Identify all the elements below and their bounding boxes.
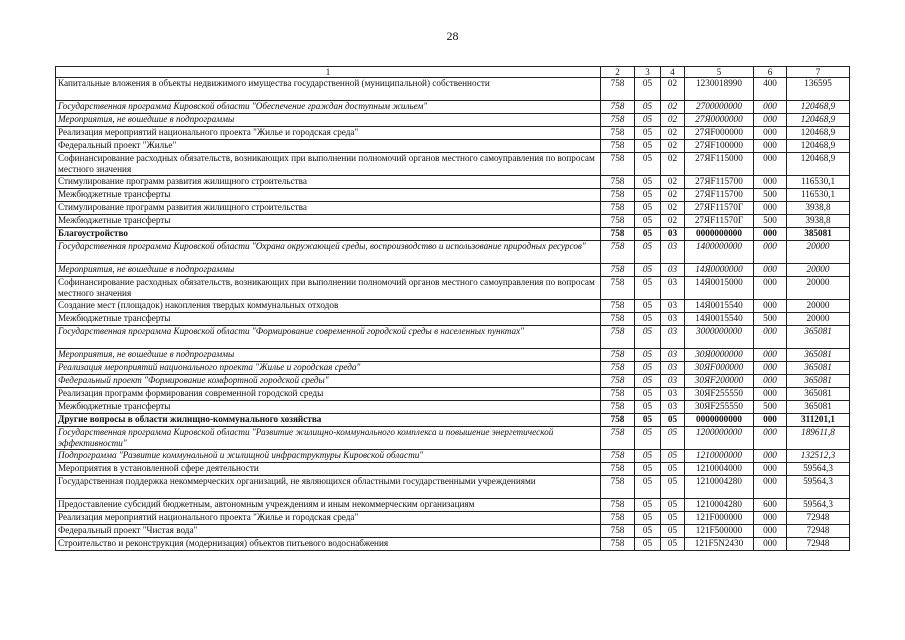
row-amount-cell: 365081	[787, 326, 850, 349]
table-row	[56, 414, 850, 427]
table-row	[56, 114, 850, 127]
row-amount-cell: 20000	[787, 264, 850, 277]
row-subsection-cell: 03	[661, 313, 685, 326]
row-name-cell: Межбюджетные трансферты	[56, 189, 601, 202]
row-gr-cell: 758	[601, 264, 635, 277]
row-name-cell: Межбюджетные трансферты	[56, 313, 601, 326]
row-code-cell: 1210004280	[685, 476, 754, 499]
row-name-cell: Реализация мероприятий национального проекта "Жилье и городская среда"	[56, 362, 601, 375]
table-row	[56, 176, 850, 189]
row-gr-cell: 758	[601, 388, 635, 401]
table-row	[56, 427, 850, 450]
row-subsection-cell: 03	[661, 401, 685, 414]
table-row	[56, 450, 850, 463]
row-code-cell: 27ЯF11570Г	[685, 215, 754, 228]
row-section-cell: 05	[635, 525, 661, 538]
row-name-cell: Государственная программа Кировской области "Обеспечение граждан доступным жильем"	[56, 101, 601, 114]
row-name-cell: Реализация программ формирования современной городской среды	[56, 388, 601, 401]
row-subsection-cell: 02	[661, 215, 685, 228]
row-name-cell: Мероприятия, не вошедшие в подпрограммы	[56, 264, 601, 277]
row-subsection-cell: 02	[661, 176, 685, 189]
table-row	[56, 140, 850, 153]
row-gr-cell: 758	[601, 538, 635, 551]
row-amount-cell: 20000	[787, 277, 850, 300]
row-amount-cell: 365081	[787, 362, 850, 375]
row-section-cell: 05	[635, 349, 661, 362]
row-name-cell: Мероприятия в установленной сфере деятельности	[56, 463, 601, 476]
row-subsection-cell: 03	[661, 362, 685, 375]
row-name-cell: Стимулирование программ развития жилищного строительства	[56, 176, 601, 189]
row-section-cell: 05	[635, 476, 661, 499]
row-code-cell: 1210004000	[685, 463, 754, 476]
row-amount-cell: 365081	[787, 401, 850, 414]
row-name-cell: Капитальные вложения в объекты недвижимого имущества государственной (муниципальной) собственности	[56, 78, 601, 101]
row-gr-cell: 758	[601, 525, 635, 538]
budget-table	[55, 66, 850, 551]
row-name-cell: Межбюджетные трансферты	[56, 215, 601, 228]
header-row	[56, 67, 850, 78]
row-section-cell: 05	[635, 362, 661, 375]
row-subsection-cell: 02	[661, 114, 685, 127]
row-amount-cell: 20000	[787, 241, 850, 264]
row-type-cell: 500	[754, 313, 787, 326]
row-code-cell: 14Я0015000	[685, 277, 754, 300]
row-gr-cell: 758	[601, 241, 635, 264]
row-amount-cell: 20000	[787, 313, 850, 326]
row-type-cell: 000	[754, 264, 787, 277]
row-amount-cell: 120468,9	[787, 101, 850, 114]
row-type-cell: 000	[754, 388, 787, 401]
row-type-cell: 000	[754, 140, 787, 153]
row-gr-cell: 758	[601, 476, 635, 499]
row-section-cell: 05	[635, 375, 661, 388]
row-name-cell: Софинансирование расходных обязательств, возникающих при выполнении полномочий органов местного самоуправления по вопросам местного значения	[56, 277, 601, 300]
row-code-cell: 1200000000	[685, 427, 754, 450]
table-row	[56, 215, 850, 228]
row-amount-cell: 136595	[787, 78, 850, 101]
row-name-cell: Государственная программа Кировской области "Формирование современной городской среды в населенных пунктах"	[56, 326, 601, 349]
row-name-cell: Другие вопросы в области жилищно-коммунального хозяйства	[56, 414, 601, 427]
row-subsection-cell: 05	[661, 414, 685, 427]
row-code-cell: 1210000000	[685, 450, 754, 463]
row-section-cell: 05	[635, 401, 661, 414]
table-row	[56, 349, 850, 362]
row-code-cell: 14Я0015540	[685, 313, 754, 326]
row-type-cell: 000	[754, 375, 787, 388]
table-row	[56, 78, 850, 101]
row-gr-cell: 758	[601, 512, 635, 525]
row-section-cell: 05	[635, 202, 661, 215]
row-code-cell: 121F5N2430	[685, 538, 754, 551]
row-gr-cell: 758	[601, 277, 635, 300]
row-amount-cell: 365081	[787, 375, 850, 388]
row-name-cell: Благоустройство	[56, 228, 601, 241]
row-gr-cell: 758	[601, 375, 635, 388]
row-subsection-cell: 03	[661, 349, 685, 362]
page-number: 28	[446, 29, 459, 43]
table-body	[56, 67, 850, 551]
table-row	[56, 189, 850, 202]
table-row	[56, 313, 850, 326]
row-subsection-cell: 05	[661, 427, 685, 450]
row-type-cell: 000	[754, 414, 787, 427]
row-type-cell: 000	[754, 463, 787, 476]
row-amount-cell: 59564,3	[787, 463, 850, 476]
row-amount-cell: 72948	[787, 512, 850, 525]
table-row	[56, 476, 850, 499]
row-gr-cell: 758	[601, 313, 635, 326]
row-section-cell: 05	[635, 450, 661, 463]
row-amount-cell: 365081	[787, 349, 850, 362]
table-row	[56, 463, 850, 476]
row-name-cell: Строительство и реконструкция (модернизация) объектов питьевого водоснабжения	[56, 538, 601, 551]
row-type-cell: 000	[754, 362, 787, 375]
row-amount-cell: 3938,8	[787, 202, 850, 215]
row-code-cell: 2700000000	[685, 101, 754, 114]
row-type-cell: 000	[754, 101, 787, 114]
row-section-cell: 05	[635, 414, 661, 427]
row-code-cell: 27ЯF115700	[685, 189, 754, 202]
row-name-cell: Подпрограмма "Развитие коммунальной и жилищной инфраструктуры Кировской области"	[56, 450, 601, 463]
row-gr-cell: 758	[601, 349, 635, 362]
table-row	[56, 153, 850, 176]
row-gr-cell: 758	[601, 228, 635, 241]
row-type-cell: 000	[754, 349, 787, 362]
row-section-cell: 05	[635, 140, 661, 153]
row-type-cell: 000	[754, 476, 787, 499]
row-gr-cell: 758	[601, 450, 635, 463]
table-row	[56, 362, 850, 375]
row-type-cell: 400	[754, 78, 787, 101]
table-row	[56, 401, 850, 414]
table-row	[56, 300, 850, 313]
row-subsection-cell: 05	[661, 499, 685, 512]
row-subsection-cell: 05	[661, 463, 685, 476]
row-amount-cell: 59564,3	[787, 476, 850, 499]
row-gr-cell: 758	[601, 499, 635, 512]
row-gr-cell: 758	[601, 300, 635, 313]
row-type-cell: 000	[754, 241, 787, 264]
row-subsection-cell: 05	[661, 476, 685, 499]
row-name-cell: Межбюджетные трансферты	[56, 401, 601, 414]
row-subsection-cell: 03	[661, 277, 685, 300]
row-section-cell: 05	[635, 427, 661, 450]
row-name-cell: Мероприятия, не вошедшие в подпрограммы	[56, 114, 601, 127]
row-name-cell: Государственная программа Кировской области "Охрана окружающей среды, воспроизводство и использование природных ресурсов"	[56, 241, 601, 264]
row-name-cell: Стимулирование программ развития жилищного строительства	[56, 202, 601, 215]
row-section-cell: 05	[635, 277, 661, 300]
row-amount-cell: 385081	[787, 228, 850, 241]
row-gr-cell: 758	[601, 414, 635, 427]
table-row	[56, 538, 850, 551]
row-amount-cell: 59564,3	[787, 499, 850, 512]
row-amount-cell: 132512,3	[787, 450, 850, 463]
row-section-cell: 05	[635, 388, 661, 401]
row-section-cell: 05	[635, 300, 661, 313]
row-type-cell: 000	[754, 450, 787, 463]
header-cell: 2	[601, 67, 635, 78]
row-type-cell: 000	[754, 153, 787, 176]
table-row	[56, 127, 850, 140]
row-code-cell: 30ЯF255550	[685, 388, 754, 401]
row-gr-cell: 758	[601, 101, 635, 114]
row-name-cell: Государственная поддержка некоммерческих организаций, не являющихся областными государственными учреждениями	[56, 476, 601, 499]
row-code-cell: 0000000000	[685, 414, 754, 427]
header-cell: 3	[635, 67, 661, 78]
row-code-cell: 121F000000	[685, 512, 754, 525]
row-code-cell: 27ЯF000000	[685, 127, 754, 140]
row-amount-cell: 72948	[787, 525, 850, 538]
row-code-cell: 27ЯF100000	[685, 140, 754, 153]
table-row	[56, 264, 850, 277]
table-row	[56, 499, 850, 512]
row-subsection-cell: 05	[661, 450, 685, 463]
row-type-cell: 000	[754, 427, 787, 450]
table-row	[56, 241, 850, 264]
row-type-cell: 000	[754, 277, 787, 300]
row-section-cell: 05	[635, 241, 661, 264]
table-row	[56, 326, 850, 349]
row-gr-cell: 758	[601, 362, 635, 375]
row-section-cell: 05	[635, 127, 661, 140]
row-amount-cell: 120468,9	[787, 127, 850, 140]
row-section-cell: 05	[635, 463, 661, 476]
row-section-cell: 05	[635, 228, 661, 241]
row-section-cell: 05	[635, 538, 661, 551]
table-row	[56, 512, 850, 525]
row-type-cell: 000	[754, 228, 787, 241]
row-subsection-cell: 03	[661, 264, 685, 277]
row-amount-cell: 72948	[787, 538, 850, 551]
row-subsection-cell: 03	[661, 241, 685, 264]
table-row	[56, 228, 850, 241]
row-code-cell: 27Я0000000	[685, 114, 754, 127]
row-code-cell: 1210004280	[685, 499, 754, 512]
table-row	[56, 202, 850, 215]
row-type-cell: 600	[754, 499, 787, 512]
row-gr-cell: 758	[601, 326, 635, 349]
row-gr-cell: 758	[601, 114, 635, 127]
row-subsection-cell: 03	[661, 300, 685, 313]
row-subsection-cell: 03	[661, 326, 685, 349]
row-gr-cell: 758	[601, 78, 635, 101]
row-section-cell: 05	[635, 326, 661, 349]
header-cell: 4	[661, 67, 685, 78]
header-cell: 7	[787, 67, 850, 78]
row-amount-cell: 365081	[787, 388, 850, 401]
row-amount-cell: 311201,1	[787, 414, 850, 427]
table-row	[56, 277, 850, 300]
row-subsection-cell: 05	[661, 512, 685, 525]
row-code-cell: 30ЯF000000	[685, 362, 754, 375]
row-code-cell: 121F500000	[685, 525, 754, 538]
row-code-cell: 0000000000	[685, 228, 754, 241]
row-type-cell: 000	[754, 127, 787, 140]
row-code-cell: 3000000000	[685, 326, 754, 349]
row-code-cell: 30ЯF200000	[685, 375, 754, 388]
row-name-cell: Федеральный проект "Чистая вода"	[56, 525, 601, 538]
row-name-cell: Государственная программа Кировской области "Развитие жилищно-коммунального комплекса и повышение энергетической эффективности"	[56, 427, 601, 450]
row-subsection-cell: 02	[661, 189, 685, 202]
row-code-cell: 27ЯF115000	[685, 153, 754, 176]
row-gr-cell: 758	[601, 202, 635, 215]
row-subsection-cell: 02	[661, 127, 685, 140]
row-amount-cell: 120468,9	[787, 114, 850, 127]
row-name-cell: Реализация мероприятий национального проекта "Жилье и городская среда"	[56, 127, 601, 140]
table-row	[56, 388, 850, 401]
row-gr-cell: 758	[601, 153, 635, 176]
row-type-cell: 000	[754, 300, 787, 313]
row-name-cell: Создание мест (площадок) накопления твердых коммунальных отходов	[56, 300, 601, 313]
row-subsection-cell: 05	[661, 525, 685, 538]
row-amount-cell: 120468,9	[787, 153, 850, 176]
row-type-cell: 000	[754, 512, 787, 525]
row-amount-cell: 116530,1	[787, 189, 850, 202]
row-type-cell: 000	[754, 525, 787, 538]
row-section-cell: 05	[635, 512, 661, 525]
row-subsection-cell: 03	[661, 375, 685, 388]
row-name-cell: Федеральный проект "Жилье"	[56, 140, 601, 153]
row-subsection-cell: 02	[661, 153, 685, 176]
row-subsection-cell: 02	[661, 202, 685, 215]
row-name-cell: Мероприятия, не вошедшие в подпрограммы	[56, 349, 601, 362]
row-code-cell: 30Я0000000	[685, 349, 754, 362]
row-code-cell: 27ЯF11570Г	[685, 202, 754, 215]
table-row	[56, 375, 850, 388]
row-subsection-cell: 03	[661, 228, 685, 241]
row-type-cell: 000	[754, 538, 787, 551]
row-subsection-cell: 03	[661, 388, 685, 401]
row-section-cell: 05	[635, 153, 661, 176]
row-code-cell: 1400000000	[685, 241, 754, 264]
row-type-cell: 500	[754, 189, 787, 202]
row-gr-cell: 758	[601, 140, 635, 153]
table-row	[56, 101, 850, 114]
row-amount-cell: 116530,1	[787, 176, 850, 189]
row-gr-cell: 758	[601, 463, 635, 476]
row-type-cell: 000	[754, 326, 787, 349]
row-name-cell: Федеральный проект "Формирование комфортной городской среды"	[56, 375, 601, 388]
row-section-cell: 05	[635, 101, 661, 114]
row-subsection-cell: 05	[661, 538, 685, 551]
row-type-cell: 500	[754, 215, 787, 228]
row-type-cell: 500	[754, 401, 787, 414]
row-amount-cell: 3938,8	[787, 215, 850, 228]
row-gr-cell: 758	[601, 127, 635, 140]
row-subsection-cell: 02	[661, 78, 685, 101]
row-gr-cell: 758	[601, 189, 635, 202]
row-section-cell: 05	[635, 176, 661, 189]
header-cell: 5	[685, 67, 754, 78]
row-type-cell: 000	[754, 176, 787, 189]
row-section-cell: 05	[635, 78, 661, 101]
row-gr-cell: 758	[601, 176, 635, 189]
row-code-cell: 14Я0015540	[685, 300, 754, 313]
row-section-cell: 05	[635, 499, 661, 512]
row-amount-cell: 20000	[787, 300, 850, 313]
row-section-cell: 05	[635, 215, 661, 228]
row-code-cell: 30ЯF255550	[685, 401, 754, 414]
row-type-cell: 000	[754, 202, 787, 215]
row-code-cell: 14Я0000000	[685, 264, 754, 277]
row-section-cell: 05	[635, 313, 661, 326]
row-code-cell: 27ЯF115700	[685, 176, 754, 189]
header-cell: 6	[754, 67, 787, 78]
row-subsection-cell: 02	[661, 140, 685, 153]
row-code-cell: 1230018990	[685, 78, 754, 101]
header-cell: 1	[56, 67, 601, 78]
row-name-cell: Предоставление субсидий бюджетным, автономным учреждениям и иным некоммерческим организациям	[56, 499, 601, 512]
row-section-cell: 05	[635, 189, 661, 202]
row-type-cell: 000	[754, 114, 787, 127]
row-gr-cell: 758	[601, 215, 635, 228]
row-section-cell: 05	[635, 264, 661, 277]
row-amount-cell: 189611,8	[787, 427, 850, 450]
row-name-cell: Софинансирование расходных обязательств, возникающих при выполнении полномочий органов местного самоуправления по вопросам местного значения	[56, 153, 601, 176]
row-subsection-cell: 02	[661, 101, 685, 114]
row-name-cell: Реализация мероприятий национального проекта "Жилье и городская среда"	[56, 512, 601, 525]
row-amount-cell: 120468,9	[787, 140, 850, 153]
row-gr-cell: 758	[601, 427, 635, 450]
row-section-cell: 05	[635, 114, 661, 127]
table-row	[56, 525, 850, 538]
row-gr-cell: 758	[601, 401, 635, 414]
